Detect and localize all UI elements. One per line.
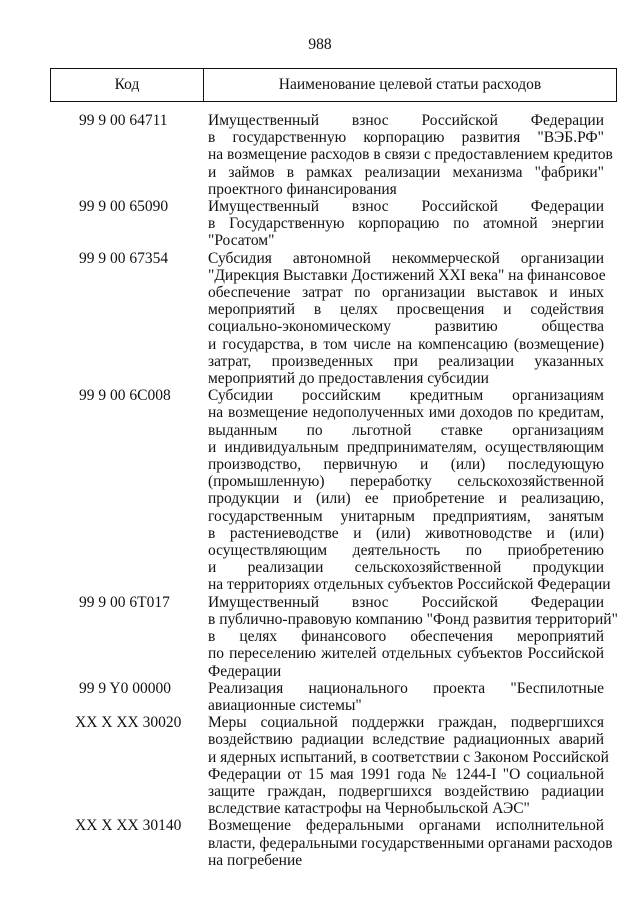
description-line: Имущественный взнос Российской Федерации (208, 198, 604, 216)
description-line: в публично-правовую компанию "Фонд развития территорий" (208, 610, 618, 628)
description-line: воздействию радиации вследствие радиационных аварий (208, 731, 604, 749)
row-code: 99 9 Y0 00000 (79, 679, 171, 697)
description-line: на погребение (208, 851, 303, 869)
description-line: социально-экономическому развитию общества (208, 318, 604, 336)
table-row (0, 250, 640, 388)
description-line: Меры социальной поддержки граждан, подвергшихся (208, 714, 604, 732)
description-line: в государственную корпорацию развития "ВЭБ.РФ" (208, 129, 604, 147)
description-line: Имущественный взнос Российской Федерации (208, 112, 604, 129)
description-line: власти, федеральными государственными органами расходов (208, 834, 613, 852)
description-line: Субсидия автономной некоммерческой организации (208, 249, 604, 267)
table-row (0, 714, 640, 817)
description-line: Возмещение федеральными органами исполнительной (208, 817, 604, 835)
table-row (0, 680, 640, 714)
description-line: и ядерных испытаний, в соответствии с Законом Российской (208, 748, 609, 766)
description-line: на территориях отдельных субъектов Российской Федерации (208, 576, 611, 594)
row-description (208, 112, 613, 198)
row-code: 99 9 00 6С008 (79, 387, 171, 405)
description-line: в растениеводстве и (или) животноводстве и (или) (208, 524, 604, 542)
row-description (208, 680, 604, 714)
description-line: в Государственную корпорацию по атомной энергии (208, 215, 604, 233)
description-line: и займов в рамках реализации механизма "фабрики" (208, 163, 604, 181)
description-line: и индивидуальным предпринимателям, осуществляющим (208, 438, 604, 456)
description-line: "Дирекция Выставки Достижений XXI века" на финансовое (208, 266, 606, 284)
row-description (208, 714, 609, 818)
description-line: Имущественный взнос Российской Федерации (208, 593, 604, 611)
description-line: на возмещение недополученных ими доходов по кредитам, (208, 404, 604, 422)
description-line: осуществляющим деятельность по приобретению (208, 542, 604, 560)
description-line: по переселению жителей отдельных субъектов Российской (208, 645, 604, 663)
row-code: 99 9 00 6Т017 (79, 593, 170, 611)
row-description (208, 817, 613, 869)
description-line: продукции и (или) ее приобретение и реализацию, (208, 490, 604, 508)
table-header (50, 68, 617, 102)
description-line: затрат, произведенных при реализации указанных (208, 352, 604, 370)
description-line: Федерации (208, 662, 282, 680)
description-line: Реализация национального проекта "Беспилотные (208, 679, 604, 697)
column-header-name: Наименование целевой статьи расходов (278, 76, 542, 93)
description-line: вследствие катастрофы на Чернобыльской АЭС" (208, 800, 530, 818)
description-line: на возмещение расходов в связи с предоставлением кредитов (208, 146, 613, 164)
row-description (208, 387, 611, 594)
description-line: в целях финансового обеспечения мероприятий (208, 628, 604, 646)
row-code: 99 9 00 67354 (79, 249, 169, 267)
description-line: обеспечение затрат по организации выставок и иных (208, 284, 604, 302)
description-line: и государства, в том числе на компенсацию (возмещение) (208, 335, 604, 353)
row-description (208, 250, 604, 388)
row-code: XX X XX 30020 (75, 714, 182, 732)
description-line: производство, первичную и (или) последующую (208, 456, 604, 474)
description-line: Субсидии российским кредитным организациям (208, 387, 604, 405)
description-line: "Росатом" (208, 232, 275, 250)
description-line: выданным по льготной ставке организациям (208, 421, 604, 439)
table-row (0, 198, 640, 250)
row-description (208, 593, 618, 680)
description-line: государственным унитарным предприятиям, занятым (208, 507, 604, 525)
column-header-code: Код (51, 69, 204, 101)
description-line: мероприятий до предоставления субсидии (208, 370, 489, 388)
description-line: мероприятий в целях просвещения и содействия (208, 301, 604, 319)
row-code: XX X XX 30140 (75, 817, 182, 835)
row-code: 99 9 00 65090 (79, 198, 169, 216)
row-description (208, 198, 604, 250)
row-code: 99 9 00 64711 (79, 112, 168, 129)
description-line: авиационные системы" (208, 696, 362, 714)
page-number: 988 (308, 36, 332, 53)
table-row (0, 594, 640, 680)
description-line: (промышленную) переработку сельскохозяйственной (208, 473, 604, 491)
budget-items-list (0, 112, 640, 869)
description-line: Федерации от 15 мая 1991 года № 1244-I "О социальной (208, 765, 604, 783)
table-row (0, 112, 640, 198)
table-row (0, 387, 640, 593)
description-line: проектного финансирования (208, 180, 397, 198)
description-line: защите граждан, подвергшихся воздействию радиации (208, 782, 604, 800)
description-line: и реализации сельскохозяйственной продукции (208, 559, 604, 577)
table-row (0, 817, 640, 869)
